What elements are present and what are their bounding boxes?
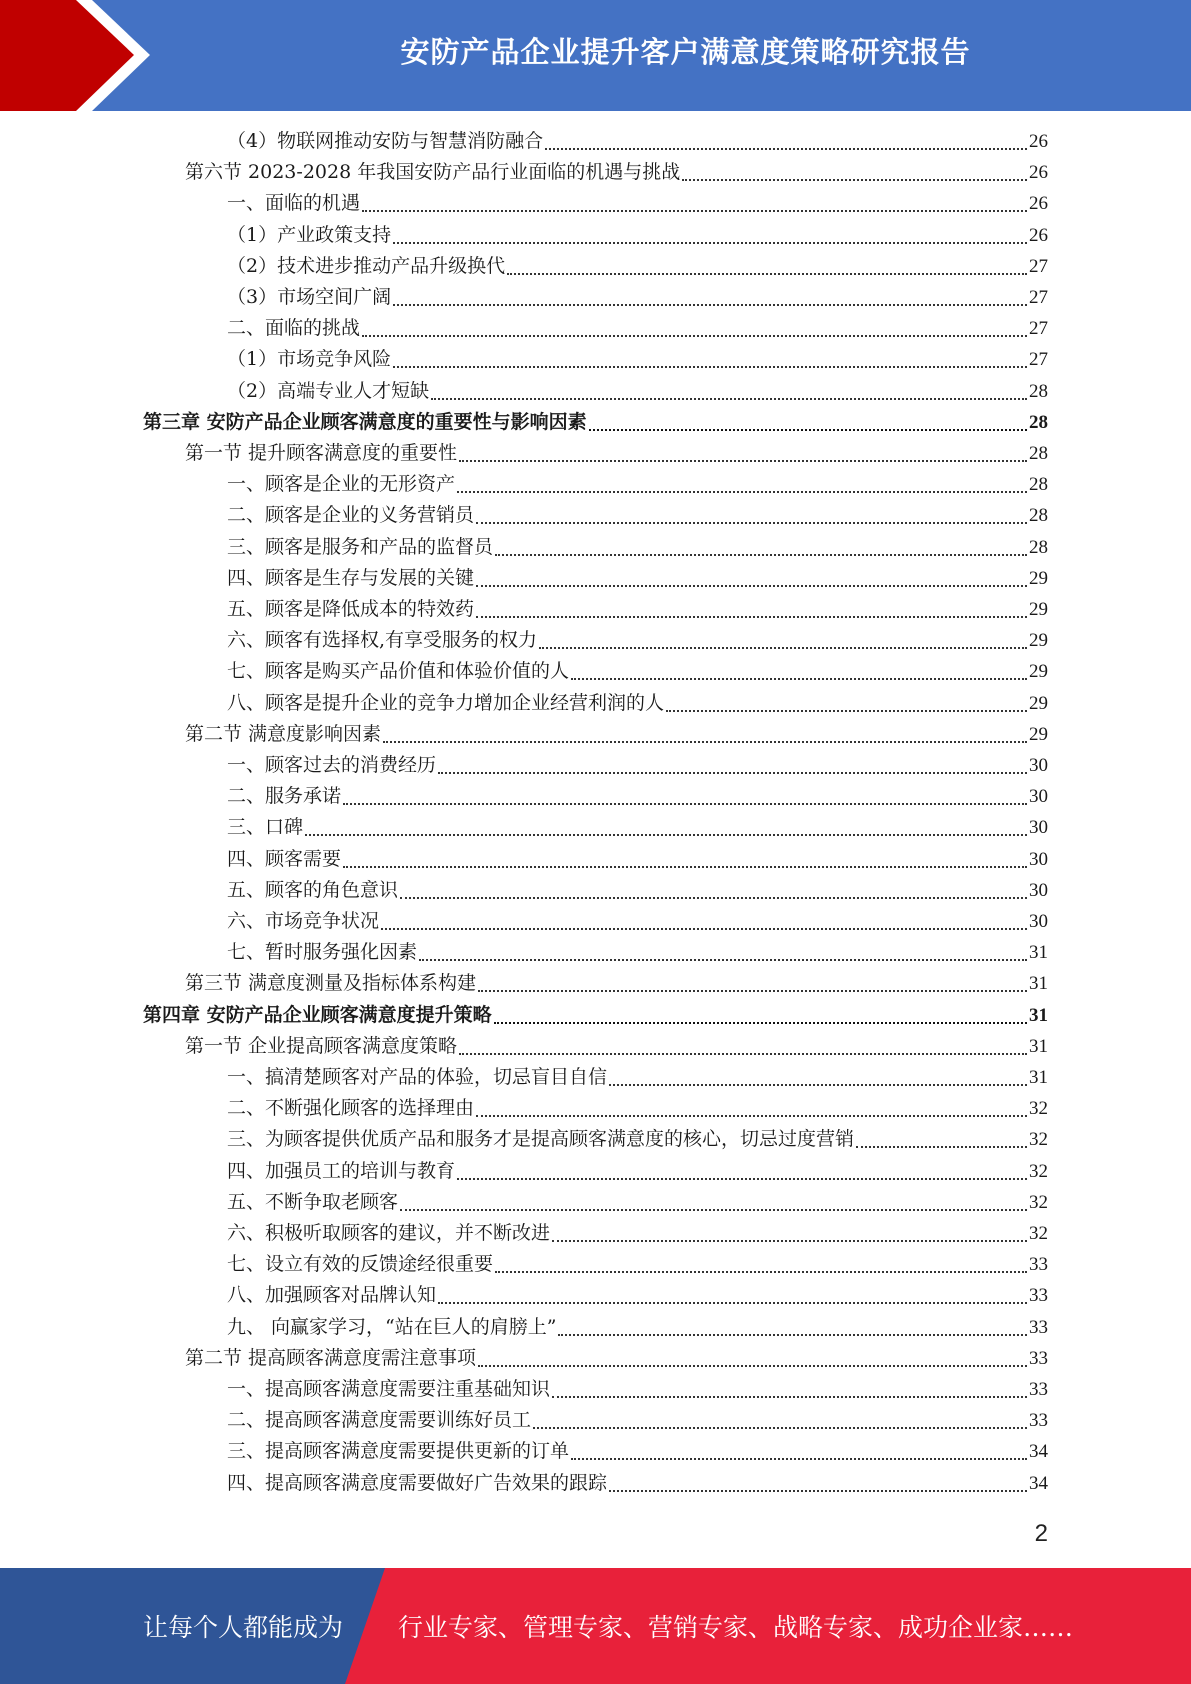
toc-page-number: 32 <box>1029 1098 1048 1119</box>
toc-entry[interactable] <box>227 532 1048 563</box>
toc-section-entry[interactable] <box>185 719 1048 750</box>
toc-entry-title: 第四章 安防产品企业顾客满意度提升策略 <box>143 1004 492 1026</box>
toc-entry-title: 三、为顾客提供优质产品和服务才是提高顾客满意度的核心，切忌过度营销 <box>227 1128 855 1150</box>
toc-entry[interactable] <box>227 1093 1048 1124</box>
toc-page-number: 31 <box>1029 1005 1048 1026</box>
toc-dot-leader <box>393 366 1027 368</box>
toc-page-number: 32 <box>1029 1129 1048 1150</box>
toc-entry-title: 五、不断争取老顾客 <box>227 1191 399 1213</box>
toc-entry-title: （2）技术进步推动产品升级换代 <box>227 255 506 277</box>
toc-dot-leader <box>589 429 1027 431</box>
toc-dot-leader <box>393 304 1027 306</box>
toc-page-number: 32 <box>1029 1223 1048 1244</box>
toc-page-number: 34 <box>1029 1473 1048 1494</box>
toc-entry[interactable] <box>227 313 1048 344</box>
toc-entry[interactable] <box>227 1436 1048 1467</box>
toc-entry[interactable] <box>227 469 1048 500</box>
toc-dot-leader <box>545 148 1027 150</box>
toc-page-number: 33 <box>1029 1379 1048 1400</box>
toc-page-number: 27 <box>1029 287 1048 308</box>
toc-page-number: 31 <box>1029 942 1048 963</box>
red-chevron-banner <box>0 0 150 111</box>
toc-page-number: 34 <box>1029 1441 1048 1462</box>
toc-entry-title: 九、 向赢家学习，“站在巨人的肩膀上” <box>227 1316 557 1338</box>
toc-entry[interactable] <box>227 376 1048 407</box>
toc-entry[interactable] <box>227 937 1048 968</box>
toc-dot-leader <box>343 866 1027 868</box>
toc-dot-leader <box>459 460 1027 462</box>
toc-dot-leader <box>476 585 1027 587</box>
toc-dot-leader <box>478 990 1027 992</box>
toc-entry-title: （1）产业政策支持 <box>227 224 392 246</box>
footer-slogan-left: 让每个人都能成为 <box>143 1613 344 1642</box>
report-header <box>0 0 1191 111</box>
toc-dot-leader <box>383 741 1027 743</box>
toc-page-number: 32 <box>1029 1192 1048 1213</box>
toc-dot-leader <box>419 959 1027 961</box>
toc-page-number: 28 <box>1029 505 1048 526</box>
toc-entry[interactable] <box>227 1312 1048 1343</box>
toc-page-number: 29 <box>1029 693 1048 714</box>
toc-page-number: 31 <box>1029 1036 1048 1057</box>
toc-entry-title: 二、顾客是企业的义务营销员 <box>227 504 475 526</box>
toc-section-entry[interactable] <box>185 1343 1048 1374</box>
toc-entry[interactable] <box>227 220 1048 251</box>
toc-entry[interactable] <box>227 1249 1048 1280</box>
toc-dot-leader <box>609 1490 1027 1492</box>
toc-entry-title: 二、面临的挑战 <box>227 317 361 339</box>
toc-dot-leader <box>393 242 1027 244</box>
toc-dot-leader <box>571 678 1027 680</box>
toc-dot-leader <box>478 1365 1027 1367</box>
toc-entry-title: 八、加强顾客对品牌认知 <box>227 1284 437 1306</box>
toc-entry[interactable] <box>227 656 1048 687</box>
toc-dot-leader <box>343 803 1027 805</box>
toc-entry-title: 一、面临的机遇 <box>227 192 361 214</box>
toc-entry-title: （4）物联网推动安防与智慧消防融合 <box>227 130 544 152</box>
toc-entry[interactable] <box>227 844 1048 875</box>
toc-page-number: 27 <box>1029 349 1048 370</box>
toc-section-entry[interactable] <box>185 438 1048 469</box>
toc-page-number: 30 <box>1029 755 1048 776</box>
toc-dot-leader <box>571 1458 1027 1460</box>
toc-entry[interactable] <box>227 594 1048 625</box>
toc-entry-title: （3）市场空间广阔 <box>227 286 392 308</box>
toc-page-number: 26 <box>1029 193 1048 214</box>
toc-entry[interactable] <box>227 188 1048 219</box>
toc-page-number: 31 <box>1029 973 1048 994</box>
toc-entry-title: 第二节 提高顾客满意度需注意事项 <box>185 1347 477 1369</box>
toc-dot-leader <box>552 1240 1027 1242</box>
toc-entry-title: 一、顾客是企业的无形资产 <box>227 473 456 495</box>
toc-entry-title: 二、提高顾客满意度需要训练好员工 <box>227 1409 532 1431</box>
toc-entry[interactable] <box>227 688 1048 719</box>
toc-page-number: 27 <box>1029 256 1048 277</box>
toc-page-number: 28 <box>1029 537 1048 558</box>
toc-entry-title: 七、暂时服务强化因素 <box>227 941 418 963</box>
toc-chapter-entry[interactable] <box>143 1000 1048 1031</box>
toc-dot-leader <box>495 554 1027 556</box>
footer-slogan-right: 行业专家、管理专家、营销专家、战略专家、成功企业家…… <box>398 1613 1074 1642</box>
toc-entry[interactable] <box>227 1374 1048 1405</box>
toc-page-number: 28 <box>1029 443 1048 464</box>
toc-page-number: 29 <box>1029 568 1048 589</box>
toc-entry-title: 四、加强员工的培训与教育 <box>227 1160 456 1182</box>
toc-entry[interactable] <box>227 500 1048 531</box>
toc-entry-title: （2）高端专业人才短缺 <box>227 380 430 402</box>
toc-entry-title: 四、提高顾客满意度需要做好广告效果的跟踪 <box>227 1472 608 1494</box>
toc-entry[interactable] <box>227 625 1048 656</box>
toc-entry[interactable] <box>227 282 1048 313</box>
toc-section-entry[interactable] <box>185 968 1048 999</box>
toc-page-number: 28 <box>1029 474 1048 495</box>
toc-dot-leader <box>476 1115 1027 1117</box>
toc-dot-leader <box>381 928 1027 930</box>
toc-entry[interactable] <box>227 906 1048 937</box>
toc-page-number: 28 <box>1029 412 1048 433</box>
toc-page-number: 30 <box>1029 786 1048 807</box>
toc-entry-title: 五、顾客的角色意识 <box>227 879 399 901</box>
toc-entry[interactable] <box>227 126 1048 157</box>
toc-entry[interactable] <box>227 1280 1048 1311</box>
toc-entry-title: 四、顾客是生存与发展的关键 <box>227 567 475 589</box>
toc-page-number: 29 <box>1029 630 1048 651</box>
toc-page-number: 29 <box>1029 661 1048 682</box>
toc-entry-title: 六、市场竞争状况 <box>227 910 380 932</box>
toc-entry-title: 三、顾客是服务和产品的监督员 <box>227 536 494 558</box>
toc-dot-leader <box>400 897 1027 899</box>
toc-page-number: 30 <box>1029 880 1048 901</box>
toc-entry-title: 三、提高顾客满意度需要提供更新的订单 <box>227 1440 570 1462</box>
toc-page-number: 33 <box>1029 1348 1048 1369</box>
toc-entry[interactable] <box>227 1218 1048 1249</box>
toc-dot-leader <box>457 491 1027 493</box>
toc-page-number: 30 <box>1029 849 1048 870</box>
toc-entry-title: 第三节 满意度测量及指标体系构建 <box>185 972 477 994</box>
toc-page-number: 32 <box>1029 1161 1048 1182</box>
toc-page-number: 33 <box>1029 1317 1048 1338</box>
toc-entry-title: （1）市场竞争风险 <box>227 348 392 370</box>
toc-entry-title: 第三章 安防产品企业顾客满意度的重要性与影响因素 <box>143 411 587 433</box>
toc-entry-title: 七、设立有效的反馈途经很重要 <box>227 1253 494 1275</box>
footer-banner <box>0 1568 1191 1684</box>
toc-dot-leader <box>558 1334 1027 1336</box>
toc-entry-title: 一、提高顾客满意度需要注重基础知识 <box>227 1378 551 1400</box>
toc-entry-title: 第一节 企业提高顾客满意度策略 <box>185 1035 458 1057</box>
toc-dot-leader <box>438 1302 1027 1304</box>
toc-page-number: 33 <box>1029 1254 1048 1275</box>
page-number: 2 <box>1034 1520 1048 1547</box>
toc-entry[interactable] <box>227 781 1048 812</box>
toc-entry-title: 六、顾客有选择权,有享受服务的权力 <box>227 629 538 651</box>
toc-dot-leader <box>400 1209 1027 1211</box>
toc-page-number: 33 <box>1029 1410 1048 1431</box>
toc-dot-leader <box>476 522 1027 524</box>
toc-entry[interactable] <box>227 1156 1048 1187</box>
toc-page-number: 27 <box>1029 318 1048 339</box>
toc-page-number: 31 <box>1029 1067 1048 1088</box>
toc-entry[interactable] <box>227 750 1048 781</box>
toc-entry[interactable] <box>227 1062 1048 1093</box>
toc-chapter-entry[interactable] <box>143 407 1048 438</box>
toc-entry-title: 五、顾客是降低成本的特效药 <box>227 598 475 620</box>
toc-dot-leader <box>476 616 1027 618</box>
report-title: 安防产品企业提升客户满意度策略研究报告 <box>400 34 971 69</box>
toc-dot-leader <box>666 710 1027 712</box>
toc-page-number: 26 <box>1029 225 1048 246</box>
toc-dot-leader <box>495 1271 1027 1273</box>
toc-dot-leader <box>856 1146 1027 1148</box>
toc-entry-title: 二、服务承诺 <box>227 785 342 807</box>
toc-dot-leader <box>682 179 1027 181</box>
toc-entry[interactable] <box>227 1468 1048 1499</box>
toc-entry[interactable] <box>227 563 1048 594</box>
toc-entry-title: 七、顾客是购买产品价值和体验价值的人 <box>227 660 570 682</box>
chevron-red <box>0 0 134 111</box>
toc-page-number: 30 <box>1029 817 1048 838</box>
toc-entry-title: 第六节 2023-2028 年我国安防产品行业面临的机遇与挑战 <box>185 161 681 183</box>
toc-entry-title: 六、积极听取顾客的建议，并不断改进 <box>227 1222 551 1244</box>
toc-dot-leader <box>609 1084 1027 1086</box>
toc-dot-leader <box>494 1022 1027 1024</box>
toc-entry-title: 第一节 提升顾客满意度的重要性 <box>185 442 458 464</box>
toc-section-entry[interactable] <box>185 157 1048 188</box>
toc-dot-leader <box>459 1053 1027 1055</box>
toc-section-entry[interactable] <box>185 1031 1048 1062</box>
toc-entry-title: 八、顾客是提升企业的竞争力增加企业经营利润的人 <box>227 692 665 714</box>
toc-page-number: 30 <box>1029 911 1048 932</box>
toc-dot-leader <box>362 210 1027 212</box>
toc-entry[interactable] <box>227 1405 1048 1436</box>
toc-page-number: 28 <box>1029 381 1048 402</box>
toc-entry[interactable] <box>227 1187 1048 1218</box>
toc-dot-leader <box>533 1427 1027 1429</box>
toc-entry-title: 三、口碑 <box>227 816 304 838</box>
toc-dot-leader <box>305 834 1027 836</box>
toc-entry[interactable] <box>227 251 1048 282</box>
toc-dot-leader <box>507 273 1027 275</box>
toc-dot-leader <box>431 398 1027 400</box>
toc-entry[interactable] <box>227 344 1048 375</box>
toc-dot-leader <box>457 1178 1027 1180</box>
toc-page-number: 26 <box>1029 131 1048 152</box>
toc-page-number: 26 <box>1029 162 1048 183</box>
toc-dot-leader <box>552 1396 1027 1398</box>
toc-entry-title: 一、顾客过去的消费经历 <box>227 754 437 776</box>
toc-entry[interactable] <box>227 875 1048 906</box>
toc-entry-title: 四、顾客需要 <box>227 848 342 870</box>
toc-page-number: 29 <box>1029 724 1048 745</box>
toc-dot-leader <box>438 772 1027 774</box>
toc-entry[interactable] <box>227 1124 1048 1155</box>
toc-entry-title: 二、不断强化顾客的选择理由 <box>227 1097 475 1119</box>
toc-dot-leader <box>362 335 1027 337</box>
toc-entry-title: 第二节 满意度影响因素 <box>185 723 382 745</box>
toc-dot-leader <box>539 647 1027 649</box>
toc-page-number: 29 <box>1029 599 1048 620</box>
toc-entry-title: 一、搞清楚顾客对产品的体验，切忌盲目自信 <box>227 1066 608 1088</box>
toc-entry[interactable] <box>227 812 1048 843</box>
toc-page-number: 33 <box>1029 1285 1048 1306</box>
